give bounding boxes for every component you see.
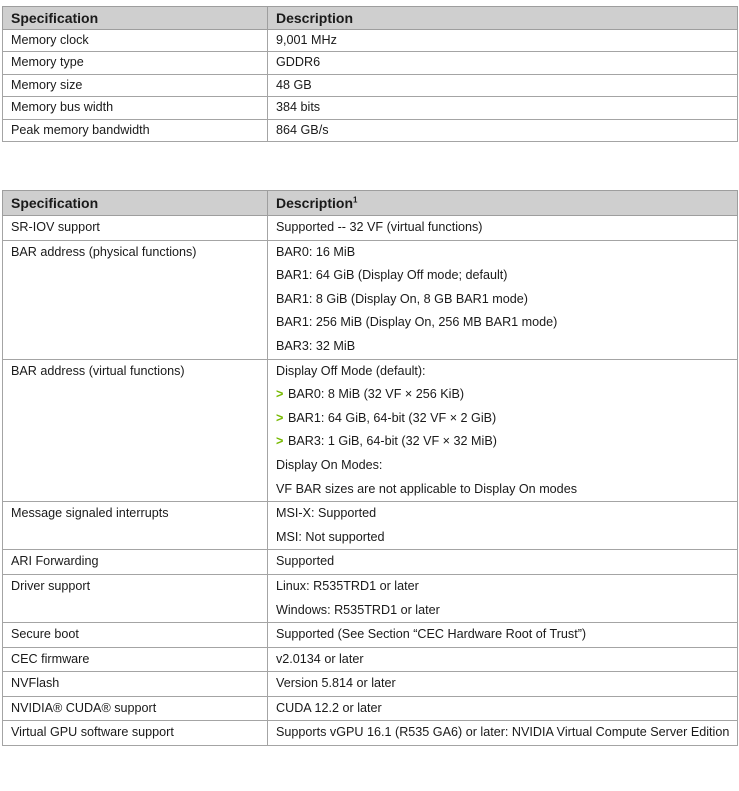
spec-label: Driver support <box>11 578 91 593</box>
desc-line: Supported (See Section “CEC Hardware Root of Trust”) <box>276 627 587 642</box>
features-spec-table <box>2 190 738 746</box>
desc-cell <box>268 574 738 622</box>
desc-line: BAR1: 8 GiB (Display On, 8 GB BAR1 mode) <box>276 291 528 306</box>
desc-line: Supported -- 32 VF (virtual functions) <box>276 220 483 234</box>
desc-cell <box>268 359 738 502</box>
column-header-description: Description <box>268 7 738 30</box>
column-header-specification: Specification <box>3 191 268 216</box>
desc-line: MSI: Not supported <box>276 529 385 544</box>
spec-label: Message signaled interrupts <box>11 506 169 521</box>
spec-cell <box>3 721 268 746</box>
desc-cell <box>268 240 738 359</box>
spec-label: Memory clock <box>11 32 89 47</box>
desc-cell <box>268 672 738 697</box>
desc-line: Supported <box>276 554 335 569</box>
spec-label: Memory bus width <box>11 100 114 114</box>
bullet-text: BAR0: 8 MiB (32 VF × 256 KiB) <box>288 387 465 402</box>
chevron-right-icon <box>276 430 288 454</box>
desc-line: VF BAR sizes are not applicable to Display On modes <box>276 481 577 496</box>
bullet-item <box>276 407 731 431</box>
spec-label: NVIDIA® CUDA® support <box>11 700 157 715</box>
header-desc-label: Description <box>276 195 354 211</box>
desc-cell <box>268 502 738 550</box>
table-row <box>3 502 738 550</box>
spec-label: BAR address (virtual functions) <box>11 363 185 378</box>
spec-cell <box>3 74 268 97</box>
desc-line: Display Off Mode (default): <box>276 363 426 378</box>
table-row <box>3 550 738 575</box>
spec-cell <box>3 52 268 75</box>
spec-cell <box>3 359 268 502</box>
spec-label: Memory size <box>11 77 83 92</box>
table-row <box>3 359 738 502</box>
spec-label: Secure boot <box>11 627 79 642</box>
spec-label: SR-IOV support <box>11 220 100 234</box>
table-row <box>3 623 738 648</box>
chevron-right-icon <box>276 383 288 407</box>
spec-cell <box>3 672 268 697</box>
spec-cell <box>3 647 268 672</box>
desc-line: Display On Modes: <box>276 457 383 472</box>
desc-line: BAR1: 64 GiB (Display Off mode; default) <box>276 268 508 283</box>
spec-label: NVFlash <box>11 676 60 691</box>
footnote-marker: 1 <box>353 195 358 205</box>
spec-cell <box>3 216 268 241</box>
spec-label: ARI Forwarding <box>11 554 99 569</box>
spec-cell <box>3 696 268 721</box>
bullet-item <box>276 430 731 454</box>
table-row <box>3 647 738 672</box>
table-header-row <box>3 191 738 216</box>
desc-value: 48 GB <box>276 77 312 92</box>
desc-line: BAR1: 256 MiB (Display On, 256 MB BAR1 mode) <box>276 315 558 330</box>
chevron-right-icon <box>276 407 288 431</box>
desc-cell <box>268 74 738 97</box>
desc-line: Supports vGPU 16.1 (R535 GA6) or later: NVIDIA Virtual Compute Server Edition <box>276 725 730 740</box>
desc-line: Windows: R535TRD1 or later <box>276 602 440 617</box>
spec-cell <box>3 240 268 359</box>
desc-cell <box>268 216 738 241</box>
table-row <box>3 74 738 97</box>
desc-cell <box>268 623 738 648</box>
spec-cell <box>3 97 268 120</box>
spec-label: Peak memory bandwidth <box>11 122 150 137</box>
desc-cell <box>268 721 738 746</box>
table-header-row <box>3 7 738 30</box>
desc-cell <box>268 647 738 672</box>
spec-cell <box>3 119 268 142</box>
table-row <box>3 216 738 241</box>
desc-cell <box>268 696 738 721</box>
table-row <box>3 240 738 359</box>
table-row <box>3 574 738 622</box>
desc-value: 9,001 MHz <box>276 32 337 47</box>
spec-label: Virtual GPU software support <box>11 725 174 740</box>
column-header-description <box>268 191 738 216</box>
table-row <box>3 52 738 75</box>
desc-line: v2.0134 or later <box>276 651 364 666</box>
desc-cell <box>268 550 738 575</box>
desc-line: CUDA 12.2 or later <box>276 700 382 715</box>
desc-line: Linux: R535TRD1 or later <box>276 578 419 593</box>
desc-line: BAR0: 16 MiB <box>276 244 356 259</box>
spec-cell <box>3 550 268 575</box>
spec-cell <box>3 502 268 550</box>
memory-spec-table <box>2 6 738 142</box>
bullet-text: BAR3: 1 GiB, 64-bit (32 VF × 32 MiB) <box>288 434 497 449</box>
spec-cell <box>3 623 268 648</box>
table-row <box>3 97 738 120</box>
spec-cell <box>3 29 268 52</box>
bullet-text: BAR1: 64 GiB, 64-bit (32 VF × 2 GiB) <box>288 410 497 425</box>
spec-cell <box>3 574 268 622</box>
desc-line: MSI-X: Supported <box>276 506 377 521</box>
spec-label: Memory type <box>11 55 84 69</box>
desc-value: GDDR6 <box>276 55 321 69</box>
spec-label: BAR address (physical functions) <box>11 244 197 259</box>
bullet-item <box>276 383 731 407</box>
desc-line: Version 5.814 or later <box>276 676 396 691</box>
table-row <box>3 672 738 697</box>
table-row <box>3 696 738 721</box>
desc-cell <box>268 119 738 142</box>
desc-cell <box>268 97 738 120</box>
desc-line: BAR3: 32 MiB <box>276 338 356 353</box>
table-row <box>3 721 738 746</box>
desc-cell <box>268 29 738 52</box>
desc-value: 384 bits <box>276 100 321 114</box>
desc-value: 864 GB/s <box>276 122 329 137</box>
column-header-specification: Specification <box>3 7 268 30</box>
table-row <box>3 29 738 52</box>
table-row <box>3 119 738 142</box>
spec-label: CEC firmware <box>11 651 90 666</box>
desc-cell <box>268 52 738 75</box>
